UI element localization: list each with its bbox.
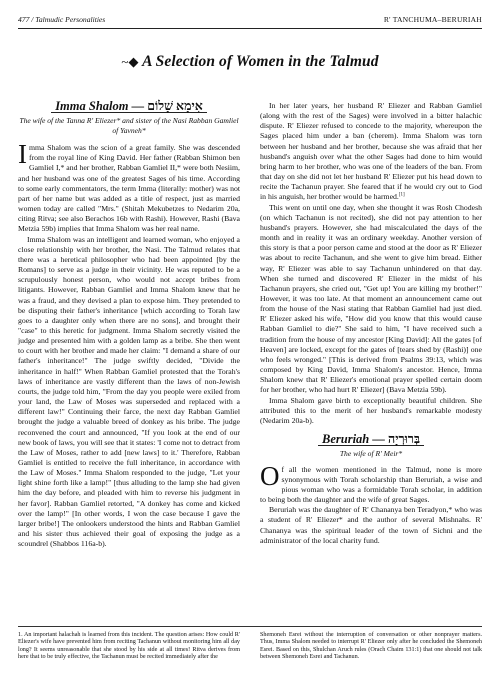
- drop-cap: O: [260, 460, 280, 491]
- chapter-heading: [18, 53, 482, 71]
- running-header-left: 477 / Talmudic Personalities: [18, 15, 106, 24]
- paragraph: This went on until one day, when she thought it was Rosh Chodesh (on which Tachanun is not recited), she did not pay attention to her husband's prayers. However, she had miscalculated the days of the month and in reality it was an ordinary weekday. Another version of this story is that a poor person came and stood at the door as R' Eliezer was about to recite Tachanun, and she went to give him bread. Either way, R' Eliezer was able to say Tachanun unhindered on that day. When she turned and discovered R' Eliezer in the midst of his Tachanun prayers, she cried out, "Get up! You are killing my brother!" However, it was too late. At that moment an announcement came out from the house of the Nasi stating that Rabban Gamliel had just died. R' Eliezer asked his wife, "How did you know that this would cause Rabban Gamliel to die?" She said to him, "I have received such a tradition from the house of my ancestor [King David]: All the gates [of Heaven] are locked, except for the gates of [tears shed by (Rashi)] one who feels wronged." [This is derived from Psalms 39:13, which was composed by King David, Imma Shalom's ancestor. Hence, Imma Shalom knew that R' Eliezer's emotional prayer spelled certain doom for her brother, who had hurt R' Eliezer] (Bava Metzia 59b).: [260, 202, 482, 395]
- hebrew-title: אִימָא שָׁלוֹם: [147, 99, 203, 113]
- running-header: [18, 15, 482, 27]
- section-subtitle: The wife of the Tanna R' Eliezer* and sister of the Nasi Rabban Gamliel of Yavneh*: [19, 116, 239, 135]
- running-header-right: R' TANCHUMA–BERURIAH: [383, 15, 482, 24]
- right-column: [260, 101, 482, 546]
- ornament-icon: ~◆: [121, 54, 139, 69]
- title-dash: —: [369, 432, 388, 446]
- footnote-left: 1. An important halachah is learned from this incident. The question arises: How could R' Eliezer's wife have prevented him from reciting Tachanun without monitoring him all day long? It seems unreasonable that she stood by his side at all times! Ritva derives from here that to be truly effective, the Tachanun must be recited immediately after the: [18, 632, 240, 660]
- section-subtitle: The wife of R' Meir*: [339, 449, 403, 459]
- paragraph: Imma Shalom gave birth to exceptionally beautiful children. She attributed this to the merit of her husband's remarkable modesty (Nedarim 20a-b).: [260, 395, 482, 425]
- header-rule: [18, 28, 482, 29]
- beruriah-heading: [260, 434, 482, 446]
- left-column: [18, 101, 240, 549]
- paragraph: Imma Shalom was an intelligent and learned woman, who enjoyed a close relationship with her brother, the Nasi. The Talmud relates that there was a heretical philosopher who had been appointed [by the Romans] to serve as a judge in their vicinity. He was reputed to be a scrupulously honest person, who would not accept bribes from litigants. However, Rabban Gamliel and Imma Shalom knew that he was a fraud, and they devised a plan to expose him. They pretended to be disputing their father's inheritance [which according to Torah law goes to a daughter only when there are no sons], and brought their "case" to this heretic for judgment. Imma Shalom secretly visited the judge and presented him with a golden lamp as a bribe. She then went to court with her brother and made her claim: "I demand a share of our father's inheritance!" The judge swiftly decided, "Divide the inheritance in half!" When Rabban Gamliel protested that the Torah's laws of inheritance are vastly different than the laws of non-Jewish courts, the judge told him, "From the day you people were exiled from your land, the Law of Moses was superseded and replaced with a different law!" Continuing their farce, the next day Rabban Gamliel brought the judge a valuable breed of donkey as his bribe. The judge reconvened the court and announced, "If you look at the end of our new book of laws, you will see that it states: 'I come not to detract from the Law of Moses, rather to add [new laws] to it.' Therefore, Rabban Gamliel is entitled to receive the full inheritance, in accordance with the Law of Moses." Imma Shalom responded to the judge, "Let your light shine forth like a lamp!" [thus alluding to the lamp she had given him the day before, and pleaded with him to reverse his judgment in her favor]. Rabban Gamliel retorted, "A donkey has come and kicked over the lamp!" [In other words, I won the case because I gave the larger bribe!] The onlookers understood the hints and Rabban Gamliel and his sister thus achieved their goal of exposing the judge as a scoundrel (Shabbos 116a-b).: [18, 234, 240, 549]
- footnote-rule: [18, 626, 482, 627]
- paragraph: Imma Shalom was the scion of a great family. She was descended from the royal line of King David. Her father (Rabban Shimon ben Gamliel I,* and her brother, Rabban Gamliel II,* were both Nesiim, and her husband was one of the greatest Sages of his time. According to some early commentators, the term Imma (literally: mother) was not part of her name but was added as a title of respect, just as married women today are called "Mrs." (Shitah Mekubetzes to Nedarim 20a, citing Ritva; see also Berachos 16b with Rashi). However, Rashi (Bava Metzia 59b) implies that Imma Shalom was her real name.: [18, 139, 240, 234]
- drop-cap: I: [18, 139, 27, 170]
- title-dash: —: [128, 99, 148, 113]
- hebrew-title: בְּרוּרְיָה: [388, 432, 420, 446]
- paragraph: Beruriah was the daughter of R' Chananya ben Teradyon,* who was a student of R' Eliezer* and the author of several Mishnahs. R' Chananya was the spiritual leader of the town of Sichni and the administrator of the local charity fund.: [260, 505, 482, 545]
- footnote-marker: [1]: [398, 192, 405, 198]
- chapter-title: A Selection of Women in the Talmud: [142, 53, 379, 70]
- paragraph: Of all the women mentioned in the Talmud, none is more synonymous with Torah scholarship than Beruriah, a wise and pious woman who was a formidable Torah scholar, in addition to being both the daughter and the wife of great Sages.: [260, 460, 482, 505]
- paragraph: In her later years, her husband R' Eliezer and Rabban Gamliel (along with the rest of the Sages) were involved in a bitter halachic dispute. R' Eliezer refused to concede to the majority, whereupon the Sages placed him under a ban (cherem). Imma Shalom was torn between her husband and her brother, because she was afraid that her husband's anguish over what the other Sages had done to him would bring harm to her brother, who was one of the leaders of the ban. From that day on she did not let her husband R' Eliezer put his head down to recite the Tachanun prayer. She feared that if he would cry out to God in his anguish, her brother would be harmed.[1]: [260, 101, 482, 202]
- section-title: Beruriah: [322, 432, 370, 446]
- imma-shalom-heading: [18, 101, 240, 113]
- footnote-right: Shemoneh Esrei without the interruption of conversation or other nonprayer matters. Thus, Imma Shalom needed to interrupt R' Eliezer only after he concluded the Shemoneh Esrei. Based on this, Shulchan Aruch rules (Orach Chaim 131:1) that one should not talk between Shemoneh Esrei and Tachanun.: [260, 632, 482, 660]
- section-title: Imma Shalom: [55, 99, 129, 113]
